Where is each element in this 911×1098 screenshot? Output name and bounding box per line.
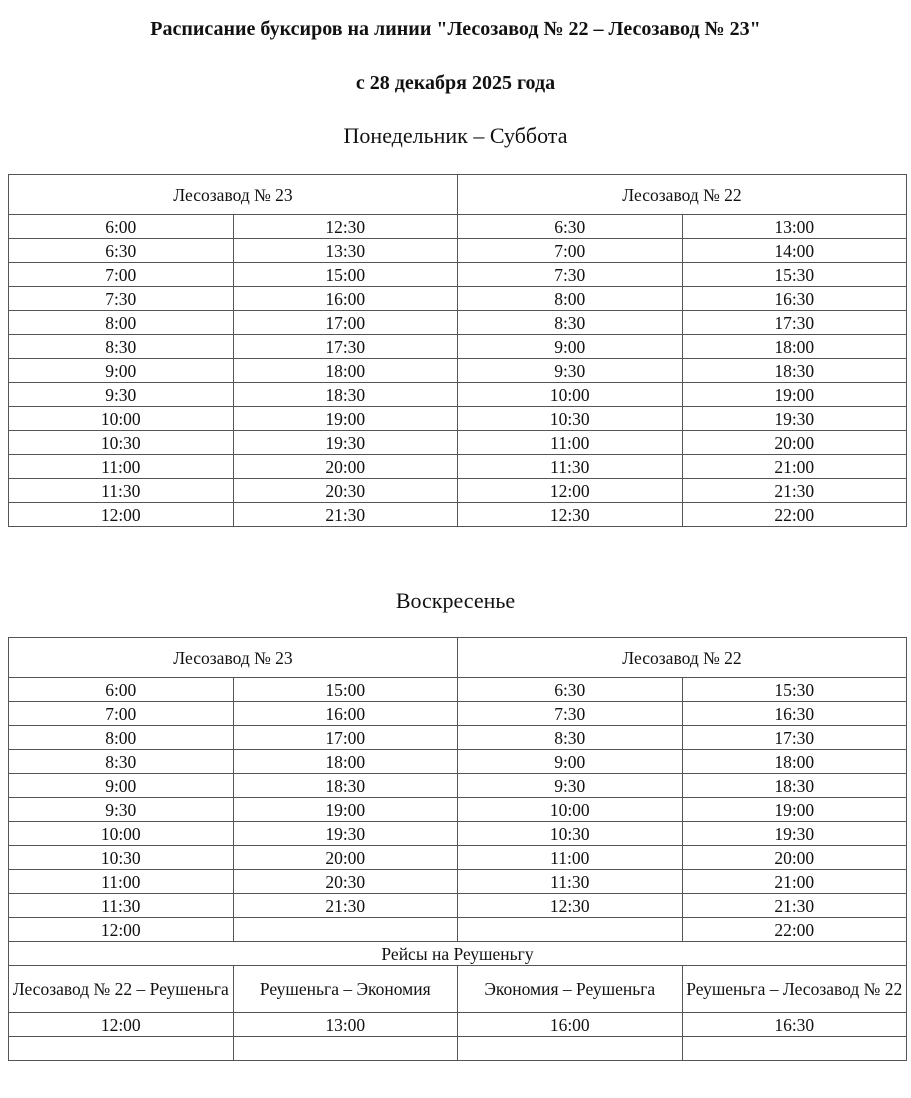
- time-cell: 6:30: [458, 215, 683, 239]
- time-cell: 20:00: [682, 846, 907, 870]
- time-cell: [9, 1037, 234, 1061]
- time-cell: 6:30: [458, 678, 683, 702]
- time-cell: 20:00: [682, 431, 907, 455]
- stop-header: Лесозавод № 22: [458, 175, 907, 215]
- time-cell: 17:00: [233, 726, 458, 750]
- time-cell: 9:30: [458, 774, 683, 798]
- time-cell: 10:30: [458, 822, 683, 846]
- table-row: [9, 822, 907, 846]
- time-cell: 22:00: [682, 503, 907, 527]
- time-cell: 7:00: [9, 702, 234, 726]
- time-cell: 7:30: [9, 287, 234, 311]
- table-row: [9, 335, 907, 359]
- table-row: [9, 894, 907, 918]
- time-cell: 16:00: [233, 287, 458, 311]
- time-cell: 20:00: [233, 455, 458, 479]
- time-cell: 21:30: [682, 894, 907, 918]
- table-row: [9, 726, 907, 750]
- table-row: [9, 359, 907, 383]
- table-row: [9, 1013, 907, 1037]
- time-cell: 15:00: [233, 263, 458, 287]
- time-cell: 15:00: [233, 678, 458, 702]
- time-cell: 9:00: [9, 774, 234, 798]
- table-row: [9, 311, 907, 335]
- table-row: [9, 870, 907, 894]
- time-cell: 17:30: [233, 335, 458, 359]
- time-cell: 16:00: [233, 702, 458, 726]
- time-cell: [233, 918, 458, 942]
- time-cell: 19:30: [233, 822, 458, 846]
- time-cell: 6:30: [9, 239, 234, 263]
- time-cell: 18:00: [233, 750, 458, 774]
- time-cell: 13:00: [233, 1013, 458, 1037]
- time-cell: 19:30: [682, 407, 907, 431]
- time-cell: 21:30: [233, 503, 458, 527]
- time-cell: 19:00: [233, 798, 458, 822]
- table-row: [9, 431, 907, 455]
- time-cell: 8:30: [458, 311, 683, 335]
- route-header: Реушеньга – Лесозавод № 22: [682, 966, 907, 1013]
- table-row: [9, 263, 907, 287]
- time-cell: 18:30: [233, 774, 458, 798]
- time-cell: 18:00: [682, 335, 907, 359]
- time-cell: 14:00: [682, 239, 907, 263]
- time-cell: 19:00: [682, 798, 907, 822]
- time-cell: 21:00: [682, 455, 907, 479]
- time-cell: 10:30: [458, 407, 683, 431]
- table-row: [9, 479, 907, 503]
- time-cell: 20:30: [233, 870, 458, 894]
- time-cell: 19:30: [682, 822, 907, 846]
- time-cell: 6:00: [9, 215, 234, 239]
- time-cell: 18:30: [682, 359, 907, 383]
- table-row: [9, 918, 907, 942]
- table-row: [9, 239, 907, 263]
- time-cell: 21:00: [682, 870, 907, 894]
- time-cell: 21:30: [682, 479, 907, 503]
- time-cell: 19:30: [233, 431, 458, 455]
- time-cell: 16:30: [682, 287, 907, 311]
- time-cell: 10:00: [458, 383, 683, 407]
- time-cell: 12:30: [233, 215, 458, 239]
- time-cell: 9:30: [458, 359, 683, 383]
- time-cell: 11:00: [458, 431, 683, 455]
- table-row: [9, 678, 907, 702]
- reshenga-heading: Рейсы на Реушеньгу: [9, 942, 907, 966]
- time-cell: 11:00: [9, 455, 234, 479]
- route-header: Экономия – Реушеньга: [458, 966, 683, 1013]
- time-cell: 12:00: [9, 503, 234, 527]
- stop-header: Лесозавод № 23: [9, 175, 458, 215]
- time-cell: 11:30: [458, 455, 683, 479]
- time-cell: 20:00: [233, 846, 458, 870]
- table-row: [9, 383, 907, 407]
- table-row: [9, 702, 907, 726]
- section-row: [9, 942, 907, 966]
- time-cell: [682, 1037, 907, 1061]
- weekdays-heading: Понедельник – Суббота: [343, 123, 568, 148]
- time-cell: 9:30: [9, 383, 234, 407]
- time-cell: 10:30: [9, 846, 234, 870]
- time-cell: 9:00: [458, 750, 683, 774]
- time-cell: 17:30: [682, 726, 907, 750]
- time-cell: 12:00: [9, 1013, 234, 1037]
- time-cell: 18:30: [682, 774, 907, 798]
- time-cell: 8:00: [458, 287, 683, 311]
- time-cell: 10:00: [458, 798, 683, 822]
- header-row: [9, 638, 907, 678]
- stop-header: Лесозавод № 22: [458, 638, 907, 678]
- time-cell: 7:30: [458, 702, 683, 726]
- stop-header: Лесозавод № 23: [9, 638, 458, 678]
- document-title: Расписание буксиров на линии "Лесозавод № 22 – Лесозавод № 23": [150, 18, 761, 40]
- time-cell: [458, 918, 683, 942]
- time-cell: 9:00: [458, 335, 683, 359]
- weekdays-schedule-table: [8, 174, 907, 527]
- time-cell: 12:30: [458, 503, 683, 527]
- table-row: [9, 215, 907, 239]
- table-row: [9, 503, 907, 527]
- time-cell: 11:30: [9, 479, 234, 503]
- time-cell: 7:00: [9, 263, 234, 287]
- time-cell: 7:00: [458, 239, 683, 263]
- time-cell: 18:00: [682, 750, 907, 774]
- time-cell: 8:00: [9, 311, 234, 335]
- time-cell: 8:30: [9, 750, 234, 774]
- time-cell: 10:30: [9, 431, 234, 455]
- sunday-heading: Воскресенье: [395, 588, 516, 613]
- time-cell: 12:00: [9, 918, 234, 942]
- time-cell: 16:30: [682, 1013, 907, 1037]
- route-header: Реушеньга – Экономия: [233, 966, 458, 1013]
- time-cell: 9:00: [9, 359, 234, 383]
- time-cell: 7:30: [458, 263, 683, 287]
- time-cell: 12:30: [458, 894, 683, 918]
- time-cell: 11:00: [9, 870, 234, 894]
- time-cell: [458, 1037, 683, 1061]
- route-header: Лесозавод № 22 – Реушеньга: [9, 966, 234, 1013]
- time-cell: 11:00: [458, 846, 683, 870]
- time-cell: 17:00: [233, 311, 458, 335]
- table-row: [9, 1037, 907, 1061]
- table-row: [9, 407, 907, 431]
- time-cell: 11:30: [9, 894, 234, 918]
- time-cell: 22:00: [682, 918, 907, 942]
- table-row: [9, 846, 907, 870]
- time-cell: 16:30: [682, 702, 907, 726]
- table-row: [9, 455, 907, 479]
- time-cell: 19:00: [233, 407, 458, 431]
- time-cell: 9:30: [9, 798, 234, 822]
- time-cell: 13:00: [682, 215, 907, 239]
- time-cell: 11:30: [458, 870, 683, 894]
- time-cell: 17:30: [682, 311, 907, 335]
- time-cell: 8:30: [9, 335, 234, 359]
- time-cell: 21:30: [233, 894, 458, 918]
- time-cell: 16:00: [458, 1013, 683, 1037]
- time-cell: 18:30: [233, 383, 458, 407]
- time-cell: 15:30: [682, 678, 907, 702]
- header-row: [9, 175, 907, 215]
- document-subtitle: с 28 декабря 2025 года: [355, 72, 556, 94]
- table-row: [9, 750, 907, 774]
- time-cell: 20:30: [233, 479, 458, 503]
- time-cell: 8:00: [9, 726, 234, 750]
- time-cell: [233, 1037, 458, 1061]
- time-cell: 10:00: [9, 407, 234, 431]
- route-header-row: [9, 966, 907, 1013]
- sunday-schedule-table: [8, 637, 907, 1061]
- time-cell: 10:00: [9, 822, 234, 846]
- table-row: [9, 798, 907, 822]
- time-cell: 12:00: [458, 479, 683, 503]
- table-row: [9, 774, 907, 798]
- time-cell: 13:30: [233, 239, 458, 263]
- time-cell: 18:00: [233, 359, 458, 383]
- time-cell: 8:30: [458, 726, 683, 750]
- time-cell: 6:00: [9, 678, 234, 702]
- table-row: [9, 287, 907, 311]
- time-cell: 15:30: [682, 263, 907, 287]
- time-cell: 19:00: [682, 383, 907, 407]
